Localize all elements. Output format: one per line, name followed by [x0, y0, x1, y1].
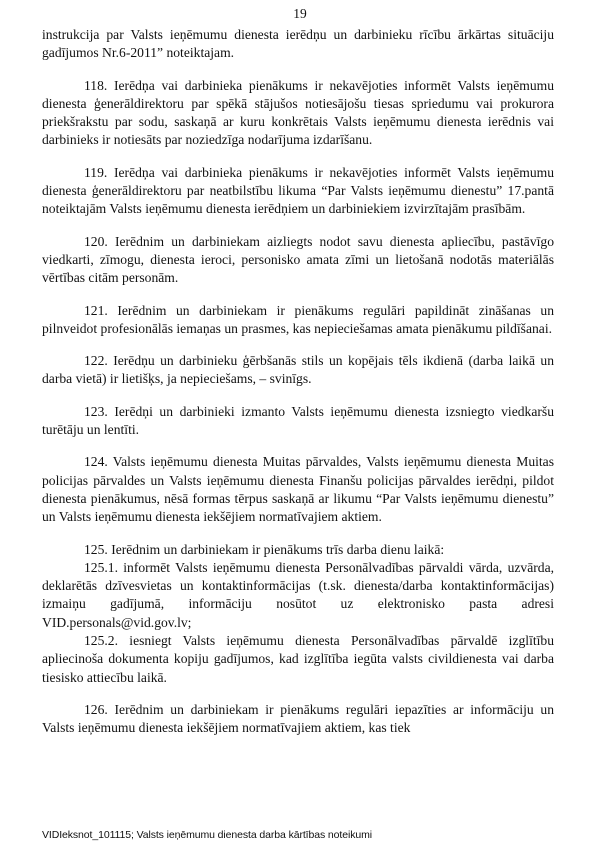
paragraph-119: 119. Ierēdņa vai darbinieka pienākums ir nekavējoties informēt Valsts ieņēmumu dienesta ģenerāldirektoru par neatbilstību likuma “Par Valsts ieņēmumu dienestu” 17.pantā noteiktajām Valsts ieņēmumu dienesta ierēdņiem un darbiniekiem izvirzītajām prasībām.: [42, 164, 554, 217]
document-body: [42, 26, 554, 752]
paragraph-120: 120. Ierēdnim un darbiniekam aizliegts nodot savu dienesta apliecību, pastāvīgo viedkarti, zīmogu, dienesta ieroci, personisko amata zīmi un lietošanā nodotās materiālās vērtības citām personām.: [42, 233, 554, 286]
paragraph-123: 123. Ierēdņi un darbinieki izmanto Valsts ieņēmumu dienesta izsniegto viedkaršu turētāju un lentīti.: [42, 403, 554, 438]
paragraph-121: 121. Ierēdnim un darbiniekam ir pienākums regulāri papildināt zināšanas un pilnveidot profesionālās iemaņas un prasmes, kas nepieciešamas amata pienākumu pildīšanai.: [42, 302, 554, 336]
paragraph-118: 118. Ierēdņa vai darbinieka pienākums ir nekavējoties informēt Valsts ieņēmumu dienesta ģenerāldirektoru par spēkā stājušos notiesājošu tiesas spriedumu vai prokurora priekšrakstu par sodu, saskaņā ar kuru konkrētais Valsts ieņēmumu dienesta ierēdnis vai darbinieks ir notiesāts par noziedzīga nodarījuma izdarīšanu.: [42, 77, 554, 148]
paragraph-126: 126. Ierēdnim un darbiniekam ir pienākums regulāri iepazīties ar informāciju un Valsts ieņēmumu dienesta iekšējiem normatīvajiem aktiem, kas tiek: [42, 701, 554, 736]
paragraph-117-continuation: instrukcija par Valsts ieņēmumu dienesta ierēdņu un darbinieku rīcību ārkārtas situāciju gadījumos Nr.6-2011” noteiktajam.: [42, 27, 554, 61]
paragraph-122: 122. Ierēdņu un darbinieku ģērbšanās stils un kopējais tēls ikdienā (darba laikā un darba vietā) ir lietišķs, ja nepieciešams, – svinīgs.: [42, 353, 554, 387]
paragraph-124: 124. Valsts ieņēmumu dienesta Muitas pārvaldes, Valsts ieņēmumu dienesta Muitas policijas pārvaldes un Valsts ieņēmumu dienesta Finanšu policijas pārvaldes ierēdņi, pildot dienesta pienākumus, nēsā formas tērpus saskaņā ar likumu “Par Valsts ieņēmumu dienestu” un Valsts ieņēmumu dienesta iekšējiem normatīvajiem aktiem.: [42, 454, 554, 525]
paragraph-125-2: 125.2. iesniegt Valsts ieņēmumu dienesta Personālvadības pārvaldē izglītību apliecinoša dokumenta kopiju gadījumos, kad izglītība iegūta valsts civildienesta vai darba tiesisko attiecību laikā.: [42, 633, 554, 685]
document-footer: VIDIeksnot_101115; Valsts ieņēmumu dienesta darba kārtības noteikumi: [42, 829, 372, 841]
paragraph-125-1: 125.1. informēt Valsts ieņēmumu dienesta Personālvadības pārvaldi vārda, uzvārda, deklarētās dzīvesvietas un kontaktinformācijas (t.sk. dienesta/darba kontaktinformācijas) izmaiņu gadījumā, informāciju nosūtot uz elektronisko pasta adresi VID.personals@vid.gov.lv;: [42, 559, 554, 630]
page-number: 19: [293, 6, 307, 21]
paragraph-125: 125. Ierēdnim un darbiniekam ir pienākums trīs darba dienu laikā:: [84, 541, 445, 557]
